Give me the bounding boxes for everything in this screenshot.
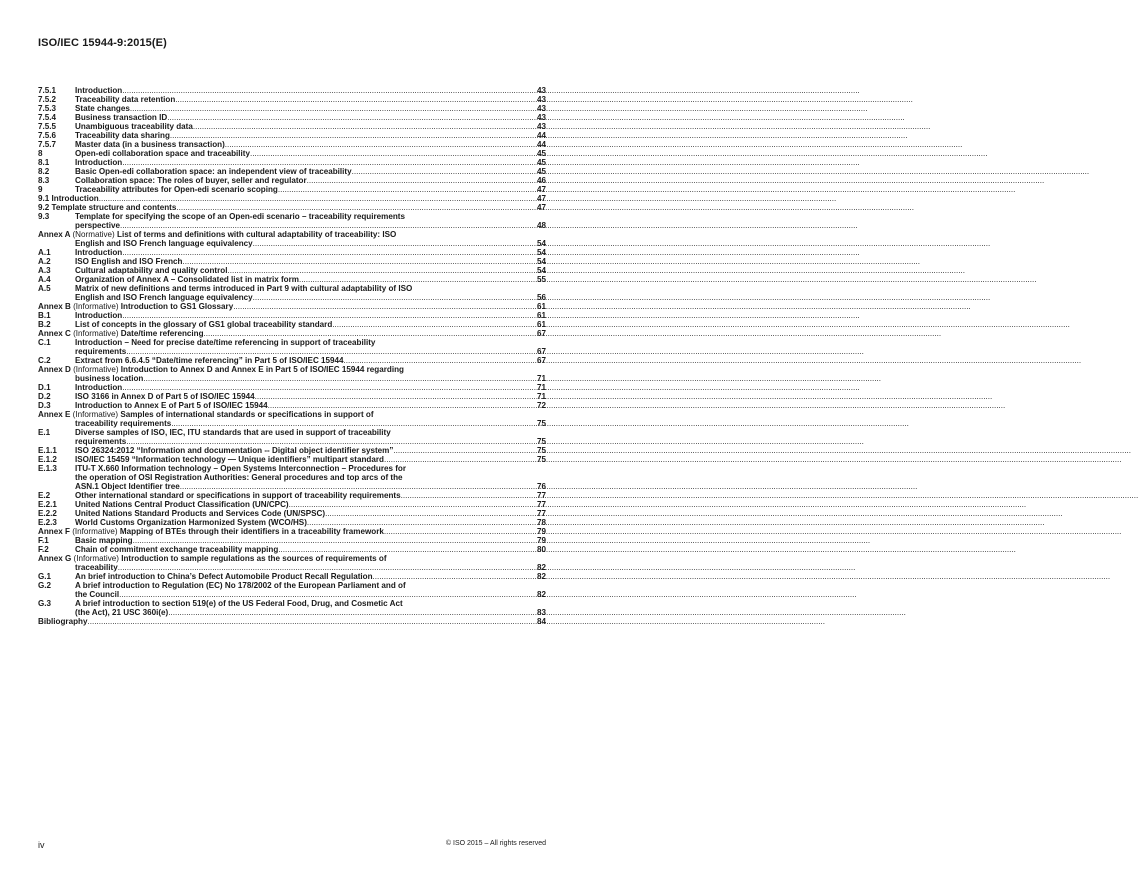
dot-leader xyxy=(118,563,536,572)
toc-page-number: 71 xyxy=(536,383,546,392)
page-number: iv xyxy=(38,840,45,850)
dot-leader xyxy=(401,491,536,500)
dot-leader xyxy=(120,221,536,230)
toc-title: ISO English and ISO French xyxy=(75,257,183,266)
toc-title xyxy=(38,329,204,338)
toc-page-number: 43 xyxy=(536,95,546,104)
annex-label: Annex F xyxy=(38,527,70,536)
toc-page-number: 61 xyxy=(536,302,546,311)
toc-entry[interactable] xyxy=(38,428,546,437)
toc-title-continuation: (the Act), 21 USC 360i(e) xyxy=(75,608,169,617)
dot-leader xyxy=(175,95,536,104)
dot-leader xyxy=(233,302,536,311)
toc-title-continuation: the Council xyxy=(75,590,120,599)
toc-number: 7.5.5 xyxy=(38,122,57,131)
toc-number: E.1.3 xyxy=(38,464,57,473)
toc-entry[interactable] xyxy=(38,248,546,257)
toc-title: Other international standard or specifications in support of traceability requirements xyxy=(75,491,401,500)
toc-entry[interactable] xyxy=(38,122,546,131)
toc-entry[interactable] xyxy=(38,167,546,176)
toc-entry[interactable] xyxy=(38,275,546,284)
toc-number: 8.3 xyxy=(38,176,50,185)
toc-entry-continuation[interactable] xyxy=(38,221,546,230)
toc-title: Introduction – Need for precise date/time referencing in support of traceability xyxy=(75,338,376,347)
toc-number: 8 xyxy=(38,149,43,158)
dot-leader xyxy=(87,617,536,626)
dot-leader xyxy=(352,167,536,176)
toc-number: E.2.3 xyxy=(38,518,57,527)
dot-leader xyxy=(325,509,536,518)
toc-entry-continuation[interactable] xyxy=(38,563,546,572)
toc-title-continuation: English and ISO French language equivalency xyxy=(75,239,253,248)
toc-title-continuation: ASN.1 Object Identifier tree xyxy=(75,482,180,491)
toc-title: Extract from 6.6.4.5 “Date/time referencing” in Part 5 of ISO/IEC 15944 xyxy=(75,356,344,365)
toc-entry[interactable] xyxy=(38,176,546,185)
toc-page-number: 54 xyxy=(536,257,546,266)
toc-title: Collaboration space: The roles of buyer, seller and regulator xyxy=(75,176,307,185)
toc-page-number: 80 xyxy=(536,545,546,554)
toc-number: E.1.2 xyxy=(38,455,57,464)
dot-leader xyxy=(122,158,536,167)
dot-leader xyxy=(122,86,536,95)
annex-title: Introduction to GS1 Glossary xyxy=(120,302,234,311)
toc-title: Introduction xyxy=(75,311,123,320)
toc-entry[interactable] xyxy=(38,149,546,158)
toc-entry[interactable] xyxy=(38,311,546,320)
dot-leader xyxy=(289,500,536,509)
toc-page-number: 82 xyxy=(536,590,546,599)
toc-page-number: 48 xyxy=(536,221,546,230)
toc-number: E.2.1 xyxy=(38,500,57,509)
annex-type: (Informative) xyxy=(72,410,119,419)
toc-entry[interactable] xyxy=(38,545,546,554)
toc-title: Introduction xyxy=(75,248,123,257)
toc-entry-continuation[interactable] xyxy=(38,239,546,248)
dot-leader xyxy=(176,203,536,212)
toc-title: ISO 26324:2012 “Information and documentation -- Digital object identifier system” xyxy=(75,446,394,455)
toc-page-number: 82 xyxy=(536,572,546,581)
document-header: ISO/IEC 15944-9:2015(E) xyxy=(38,37,167,49)
dot-leader xyxy=(253,293,536,302)
dot-leader xyxy=(250,149,536,158)
toc-number: B.1 xyxy=(38,311,51,320)
toc-number: D.3 xyxy=(38,401,51,410)
toc-entry[interactable] xyxy=(38,140,546,149)
toc-entry[interactable] xyxy=(38,572,546,581)
toc-title: Introduction xyxy=(75,158,123,167)
toc-title xyxy=(38,230,396,239)
toc-page-number: 75 xyxy=(536,455,546,464)
toc-entry[interactable] xyxy=(38,356,546,365)
toc-page-number: 72 xyxy=(536,401,546,410)
toc-page-number: 84 xyxy=(536,617,546,626)
toc-page-number: 77 xyxy=(536,509,546,518)
dot-leader xyxy=(122,311,536,320)
toc-entry[interactable] xyxy=(38,185,546,194)
toc-entry[interactable] xyxy=(38,446,546,455)
dot-leader xyxy=(126,347,536,356)
toc-entry[interactable] xyxy=(38,518,546,527)
toc-page-number: 82 xyxy=(536,563,546,572)
annex-title: Mapping of BTEs through their identifiers in a traceability framework xyxy=(119,527,384,536)
toc-number: D.2 xyxy=(38,392,51,401)
toc-entry[interactable] xyxy=(38,410,546,419)
toc-entry[interactable] xyxy=(38,266,546,275)
toc-page-number: 44 xyxy=(536,131,546,140)
toc-number: 7.5.1 xyxy=(38,86,57,95)
dot-leader xyxy=(168,608,536,617)
annex-title: Samples of international standards or specifications in support of xyxy=(120,410,374,419)
dot-leader xyxy=(268,401,536,410)
toc-title: Template for specifying the scope of an Open-edi scenario – traceability requirements xyxy=(75,212,405,221)
dot-leader xyxy=(180,482,536,491)
toc-entry[interactable] xyxy=(38,338,546,347)
dot-leader xyxy=(126,437,536,446)
toc-entry-continuation[interactable] xyxy=(38,419,546,428)
toc-number: E.1.1 xyxy=(38,446,57,455)
toc-number: E.2 xyxy=(38,491,51,500)
toc-entry[interactable] xyxy=(38,581,546,590)
annex-title: List of terms and definitions with cultural adaptability of traceability: ISO xyxy=(117,230,397,239)
toc-number: G.3 xyxy=(38,599,52,608)
toc-title: World Customs Organization Harmonized System (WCO/HS) xyxy=(75,518,307,527)
dot-leader xyxy=(373,572,536,581)
toc-number: C.2 xyxy=(38,356,51,365)
toc-title: Organization of Annex A – Consolidated list in matrix form xyxy=(75,275,299,284)
toc-page-number: 47 xyxy=(536,185,546,194)
toc-title-continuation: traceability requirements xyxy=(75,419,172,428)
toc-number: 8.2 xyxy=(38,167,50,176)
toc-title-continuation: requirements xyxy=(75,347,127,356)
toc-entry[interactable] xyxy=(38,365,546,374)
toc-page-number: 43 xyxy=(536,104,546,113)
annex-label: Annex B xyxy=(38,302,71,311)
toc-title: 9.2 Template structure and contents xyxy=(38,203,177,212)
toc-page-number: 78 xyxy=(536,518,546,527)
toc-title: Business transaction ID xyxy=(75,113,168,122)
toc-title: 9.1 Introduction xyxy=(38,194,99,203)
dot-leader xyxy=(384,527,536,536)
toc-number: 8.1 xyxy=(38,158,50,167)
dot-leader xyxy=(133,536,536,545)
toc-title xyxy=(38,410,374,419)
toc-entry[interactable] xyxy=(38,329,546,338)
toc-title: United Nations Standard Products and Services Code (UN/SPSC) xyxy=(75,509,326,518)
toc-page-number: 76 xyxy=(536,482,546,491)
toc-title: Master data (in a business transaction) xyxy=(75,140,225,149)
toc-title: State changes xyxy=(75,104,130,113)
dot-leader xyxy=(171,419,536,428)
toc-title: Unambiguous traceability data xyxy=(75,122,193,131)
dot-leader xyxy=(182,257,536,266)
toc-number: 7.5.6 xyxy=(38,131,57,140)
toc-number: A.3 xyxy=(38,266,51,275)
toc-title: Matrix of new definitions and terms introduced in Part 9 with cultural adaptability of ISO xyxy=(75,284,413,293)
toc-title-continuation: requirements xyxy=(75,437,127,446)
toc-page-number: 45 xyxy=(536,158,546,167)
toc-number: G.2 xyxy=(38,581,52,590)
toc-entry[interactable] xyxy=(38,212,546,221)
toc-page-number: 47 xyxy=(536,203,546,212)
toc-entry[interactable] xyxy=(38,527,546,536)
toc-title-continuation: business location xyxy=(75,374,144,383)
dot-leader xyxy=(167,113,536,122)
annex-type: (Informative) xyxy=(73,329,119,338)
toc-page-number: 43 xyxy=(536,86,546,95)
toc-page-number: 77 xyxy=(536,500,546,509)
toc-entry[interactable] xyxy=(38,86,546,95)
toc-title: Traceability data retention xyxy=(75,95,176,104)
toc-title: A brief introduction to Regulation (EC) No 178/2002 of the European Parliament and of xyxy=(75,581,406,590)
toc-entry[interactable] xyxy=(38,131,546,140)
dot-leader xyxy=(299,275,536,284)
toc-number: C.1 xyxy=(38,338,51,347)
toc-number: E.1 xyxy=(38,428,51,437)
toc-title: Diverse samples of ISO, IEC, ITU standards that are used in support of traceability xyxy=(75,428,391,437)
dot-leader xyxy=(193,122,536,131)
toc-number: D.1 xyxy=(38,383,51,392)
toc-number: 7.5.4 xyxy=(38,113,57,122)
toc-entry-continuation[interactable] xyxy=(38,347,546,356)
toc-entry[interactable] xyxy=(38,536,546,545)
toc-entry[interactable] xyxy=(38,464,546,473)
annex-label: Annex C xyxy=(38,329,71,338)
toc-entry[interactable] xyxy=(38,491,546,500)
toc-entry[interactable] xyxy=(38,617,546,626)
dot-leader xyxy=(143,374,536,383)
toc-number: G.1 xyxy=(38,572,52,581)
toc-page-number: 56 xyxy=(536,293,546,302)
toc-title: ISO/IEC 15459 “Information technology — Unique identifiers” multipart standard xyxy=(75,455,384,464)
annex-label: Annex D xyxy=(38,365,71,374)
toc-page-number: 54 xyxy=(536,239,546,248)
copyright-notice: © ISO 2015 – All rights reserved xyxy=(445,840,546,847)
toc-number: 7.5.7 xyxy=(38,140,57,149)
toc-title: Traceability attributes for Open-edi scenario scoping xyxy=(75,185,278,194)
toc-entry-continuation[interactable] xyxy=(38,293,546,302)
table-of-contents xyxy=(38,86,546,626)
toc-page-number: 46 xyxy=(536,176,546,185)
toc-entry[interactable] xyxy=(38,95,546,104)
toc-title: Introduction xyxy=(75,383,123,392)
toc-entry-continuation[interactable] xyxy=(38,437,546,446)
toc-number: 9 xyxy=(38,185,43,194)
toc-entry-continuation[interactable] xyxy=(38,473,546,482)
toc-entry[interactable] xyxy=(38,554,546,563)
dot-leader xyxy=(307,518,536,527)
toc-title: Cultural adaptability and quality control xyxy=(75,266,228,275)
toc-page-number: 45 xyxy=(536,149,546,158)
toc-page-number: 55 xyxy=(536,275,546,284)
toc-number: F.1 xyxy=(38,536,49,545)
annex-label: Annex A xyxy=(38,230,71,239)
toc-entry[interactable] xyxy=(38,500,546,509)
annex-title: Introduction to sample regulations as the sources of requirements of xyxy=(121,554,387,563)
toc-title: A brief introduction to section 519(e) of the US Federal Food, Drug, and Cosmetic Act xyxy=(75,599,403,608)
dot-leader xyxy=(122,383,536,392)
toc-page-number: 61 xyxy=(536,311,546,320)
toc-entry[interactable] xyxy=(38,392,546,401)
toc-page-number: 75 xyxy=(536,437,546,446)
toc-entry[interactable] xyxy=(38,158,546,167)
toc-title: United Nations Central Product Classification (UN/CPC) xyxy=(75,500,289,509)
toc-page-number: 77 xyxy=(536,491,546,500)
dot-leader xyxy=(119,590,536,599)
toc-title: Introduction to Annex E of Part 5 of ISO/IEC 15944 xyxy=(75,401,268,410)
toc-number: A.1 xyxy=(38,248,51,257)
annex-title: Date/time referencing xyxy=(120,329,204,338)
toc-page-number: 79 xyxy=(536,536,546,545)
toc-page-number: 75 xyxy=(536,419,546,428)
annex-type: (Informative) xyxy=(73,302,119,311)
dot-leader xyxy=(204,329,536,338)
annex-type: (Informative) xyxy=(73,365,119,374)
toc-title: List of concepts in the glossary of GS1 global traceability standard xyxy=(75,320,333,329)
dot-leader xyxy=(253,239,536,248)
toc-page-number: 45 xyxy=(536,167,546,176)
dot-leader xyxy=(332,320,536,329)
toc-entry[interactable] xyxy=(38,509,546,518)
toc-page-number: 67 xyxy=(536,347,546,356)
annex-label: Annex E xyxy=(38,410,71,419)
toc-title: Basic Open-edi collaboration space: an independent view of traceability xyxy=(75,167,352,176)
annex-title: Introduction to Annex D and Annex E in Part 5 of ISO/IEC 15944 regarding xyxy=(120,365,404,374)
dot-leader xyxy=(384,455,536,464)
dot-leader xyxy=(225,140,536,149)
toc-title: Basic mapping xyxy=(75,536,133,545)
toc-title: ITU-T X.660 Information technology – Open Systems Interconnection – Procedures for xyxy=(75,464,407,473)
toc-number: A.5 xyxy=(38,284,51,293)
toc-page-number: 71 xyxy=(536,374,546,383)
toc-title: Chain of commitment exchange traceability mapping xyxy=(75,545,279,554)
toc-entry[interactable] xyxy=(38,203,546,212)
toc-entry-continuation[interactable] xyxy=(38,374,546,383)
toc-page-number: 79 xyxy=(536,527,546,536)
toc-entry[interactable] xyxy=(38,599,546,608)
toc-number: E.2.2 xyxy=(38,509,57,518)
toc-entry[interactable] xyxy=(38,257,546,266)
toc-number: A.2 xyxy=(38,257,51,266)
annex-label: Annex G xyxy=(38,554,72,563)
toc-page-number: 71 xyxy=(536,392,546,401)
toc-entry[interactable] xyxy=(38,320,546,329)
toc-page-number: 43 xyxy=(536,122,546,131)
toc-entry[interactable] xyxy=(38,104,546,113)
toc-number: B.2 xyxy=(38,320,51,329)
dot-leader xyxy=(255,392,536,401)
toc-title-continuation: English and ISO French language equivalency xyxy=(75,293,253,302)
toc-number: F.2 xyxy=(38,545,49,554)
dot-leader xyxy=(393,446,536,455)
toc-title xyxy=(38,554,387,563)
toc-number: 7.5.3 xyxy=(38,104,57,113)
toc-title xyxy=(38,365,404,374)
dot-leader xyxy=(227,266,536,275)
toc-entry-continuation[interactable] xyxy=(38,482,546,491)
toc-title: Open-edi collaboration space and traceability xyxy=(75,149,250,158)
toc-page-number: 61 xyxy=(536,320,546,329)
toc-entry-continuation[interactable] xyxy=(38,608,546,617)
toc-entry[interactable] xyxy=(38,401,546,410)
toc-title-continuation: perspective xyxy=(75,221,120,230)
dot-leader xyxy=(122,248,536,257)
toc-entry[interactable] xyxy=(38,194,546,203)
toc-page-number: 43 xyxy=(536,113,546,122)
toc-title xyxy=(38,302,233,311)
toc-title: Introduction xyxy=(75,86,123,95)
toc-title: An brief introduction to China’s Defect Automobile Product Recall Regulation xyxy=(75,572,373,581)
toc-title-continuation: the operation of OSI Registration Authorities: General procedures and top arcs of the xyxy=(75,473,403,482)
toc-title: Bibliography xyxy=(38,617,88,626)
toc-page-number: 47 xyxy=(536,194,546,203)
toc-number: A.4 xyxy=(38,275,51,284)
toc-page-number: 44 xyxy=(536,140,546,149)
toc-entry[interactable] xyxy=(38,284,546,293)
toc-title xyxy=(38,527,384,536)
dot-leader xyxy=(99,194,536,203)
toc-title: ISO 3166 in Annex D of Part 5 of ISO/IEC 15944 xyxy=(75,392,255,401)
toc-title: Traceability data sharing xyxy=(75,131,170,140)
toc-entry-continuation[interactable] xyxy=(38,590,546,599)
dot-leader xyxy=(278,545,536,554)
toc-page-number: 75 xyxy=(536,446,546,455)
toc-page-number: 83 xyxy=(536,608,546,617)
dot-leader xyxy=(170,131,536,140)
annex-type: (Informative) xyxy=(73,554,119,563)
toc-number: 9.3 xyxy=(38,212,50,221)
toc-entry[interactable] xyxy=(38,113,546,122)
toc-title-continuation: traceability xyxy=(75,563,118,572)
dot-leader xyxy=(344,356,536,365)
dot-leader xyxy=(307,176,536,185)
toc-page-number: 54 xyxy=(536,266,546,275)
annex-type: (Informative) xyxy=(72,527,118,536)
toc-entry[interactable] xyxy=(38,455,546,464)
annex-type: (Normative) xyxy=(72,230,115,239)
toc-page-number: 67 xyxy=(536,329,546,338)
dot-leader xyxy=(130,104,536,113)
toc-page-number: 67 xyxy=(536,356,546,365)
toc-page-number: 54 xyxy=(536,248,546,257)
dot-leader xyxy=(278,185,536,194)
toc-entry[interactable] xyxy=(38,383,546,392)
toc-number: 7.5.2 xyxy=(38,95,57,104)
toc-entry[interactable] xyxy=(38,302,546,311)
toc-entry[interactable] xyxy=(38,230,546,239)
